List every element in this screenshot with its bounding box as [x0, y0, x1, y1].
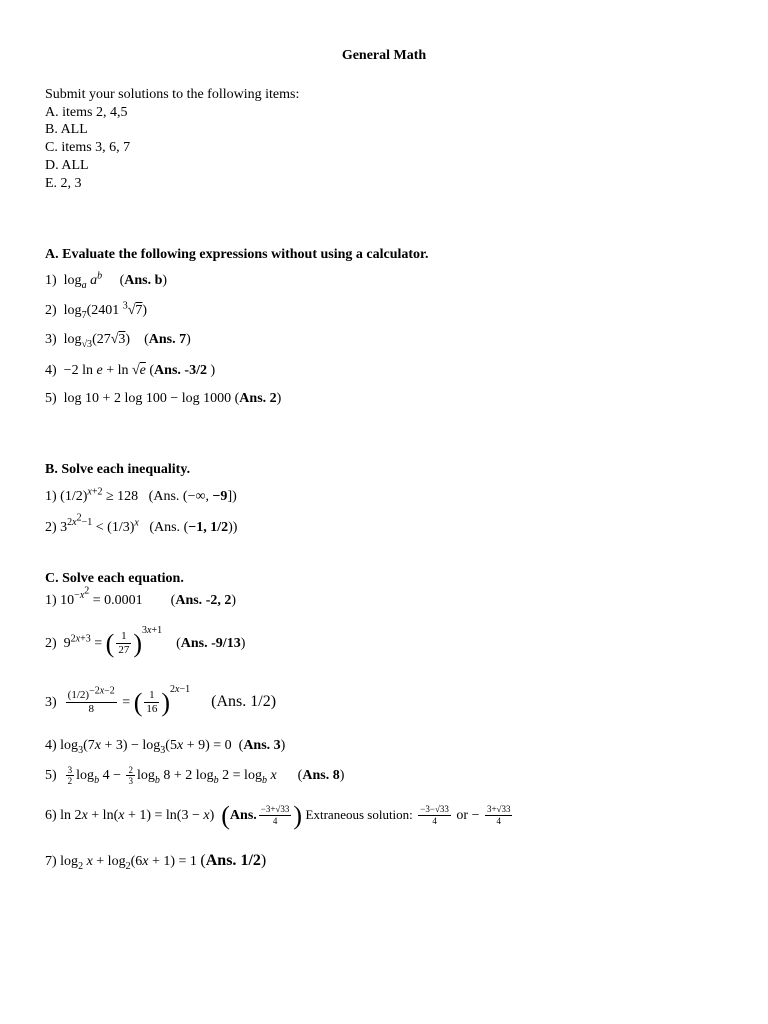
problem-c2: 2) $9^{2x+3}$ = ( $\frac{1}{27}$ )$^{3x+1}$ (Ans. -9/13)	[45, 625, 246, 658]
problem-c6: 6) ln 2x + ln(x + 1) = ln(3 − x) (Ans. $\frac{-3+√33}{4}$ ) Extraneous solution: $\frac{-3-√33}{4}$ or − $\frac{3+√33}{4}$	[45, 800, 511, 830]
problem-b2: 2) $3^{2x^2-1} < (1/3)^x$ (Ans. (−1, 1/2))	[45, 513, 238, 535]
section-c-heading: C. Solve each equation.	[45, 571, 184, 586]
section-a-heading: A. Evaluate the following expressions without using a calculator.	[45, 247, 429, 262]
intro-list-item: A. items 2, 4,5	[45, 105, 128, 120]
intro-list-item: D. ALL	[45, 158, 89, 173]
page-title: General Math	[341, 48, 427, 63]
problem-c4: 4) $\log_3(7x + 3) - \log_3(5x + 9) = 0$ (Ans. 3)	[45, 738, 286, 756]
intro-list-item: C. items 3, 6, 7	[45, 140, 131, 155]
problem-a2: 2) $\log_7(2401$ $^3$√7)	[45, 300, 148, 321]
problem-a3: 3) $\log_{√3}(27√3)$ (Ans. 7)	[45, 332, 191, 350]
problem-a4: 4) −2 ln e + ln √e (Ans. -3/2 )	[45, 363, 216, 378]
problem-a5: 5) log 10 + 2 log 100 − log 1000 (Ans. 2)	[45, 391, 282, 406]
problem-b1: 1) $(1/2)^{x+2} \ge 128$ (Ans. (−∞, −9])	[45, 486, 237, 504]
problem-a1: 1) $\log_a a^b$ (Ans. b)	[45, 270, 168, 291]
problem-c7: 7) $\log_2 x + \log_2(6x + 1) = 1$ (Ans. 1/2)	[45, 852, 267, 872]
problem-c1: 1) $10^{-x^2} = 0.0001$ (Ans. -2, 2)	[45, 586, 237, 608]
problem-c3: 3) $\frac{(1/2)^{-2x-2}}{8}$ = ( $\frac{1}{16}$ )$^{2x-1}$ (Ans. 1/2)	[45, 684, 277, 717]
intro-list-item: E. 2, 3	[45, 176, 82, 191]
section-b-heading: B. Solve each inequality.	[45, 462, 191, 477]
intro-lead: Submit your solutions to the following items:	[45, 87, 300, 102]
intro-list-item: B. ALL	[45, 122, 88, 137]
problem-c5: 5) $\frac{3}{2}$ $\log_b 4$ − $\frac{2}{3}$ $\log_b 8 + 2$ $\log_b 2 = \log_b x$ (Ans. 8)	[45, 765, 345, 787]
